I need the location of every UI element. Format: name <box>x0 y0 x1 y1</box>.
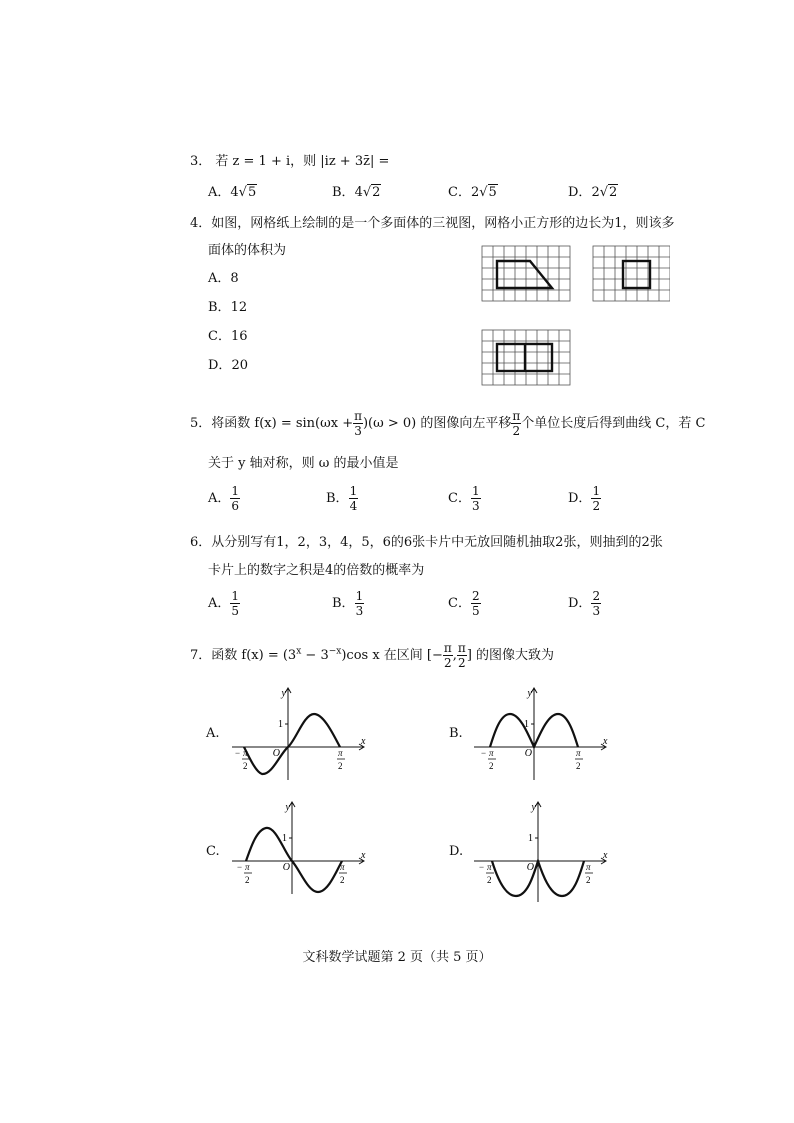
q7-stem: 7．函数 $f(x) = (3^x - 3^{-x})\cos$ x 在区间 [− $\frac{\pi}{2}$ , $\frac{\pi}{2}$ ] 的图像大致为 <box>190 641 555 670</box>
graph-d <box>470 798 610 908</box>
svg-text:2: 2 <box>586 875 591 885</box>
q6-option-d: D． $\frac{2}{3}$ <box>568 589 601 618</box>
q6-stem-line1: 6．从分别写有1，2，3，4，5，6的6张卡片中无放回随机抽取2张，则抽到的2张 <box>190 535 663 550</box>
svg-text:y: y <box>281 688 286 699</box>
svg-text:2: 2 <box>489 761 494 771</box>
q3-text: 若 z = 1 + i，则 |iz + 3z̄| = <box>215 154 390 169</box>
svg-text:O: O <box>272 748 280 759</box>
svg-text:π: π <box>489 748 494 758</box>
svg-text:π: π <box>340 862 345 872</box>
svg-text:2: 2 <box>340 875 345 885</box>
q3-option-d: D．2√2 <box>568 185 618 200</box>
q5-option-b: B． $\frac{1}{4}$ <box>326 484 358 513</box>
svg-text:π: π <box>576 748 581 758</box>
svg-text:2: 2 <box>243 761 248 771</box>
svg-text:−: − <box>235 748 241 758</box>
three-view-diagram <box>480 244 670 386</box>
svg-text:x: x <box>361 850 366 861</box>
svg-text:2: 2 <box>576 761 581 771</box>
graph-c <box>228 798 368 898</box>
q5-option-c: C． $\frac{1}{3}$ <box>448 484 480 513</box>
graph-c-label: C. <box>206 844 220 859</box>
q3-option-b: B．4√2 <box>332 185 381 200</box>
svg-text:2: 2 <box>245 875 250 885</box>
svg-text:1: 1 <box>528 833 533 844</box>
q4-option-d: D．20 <box>208 358 248 373</box>
graph-a-curve <box>244 714 340 774</box>
graph-d-label: D. <box>449 844 464 859</box>
svg-text:O: O <box>524 748 532 759</box>
graph-b <box>470 684 610 784</box>
q3-stem <box>190 150 389 169</box>
svg-text:π: π <box>243 748 248 758</box>
svg-text:1: 1 <box>524 719 529 730</box>
svg-text:y: y <box>531 802 536 813</box>
svg-text:x: x <box>361 736 366 747</box>
side-view-outline <box>623 261 650 288</box>
q4-stem-line1: 4．如图，网格纸上绘制的是一个多面体的三视图，网格小正方形的边长为1，则该多 <box>190 216 675 231</box>
svg-text:−: − <box>479 862 485 872</box>
q3-option-c: C．2√5 <box>448 185 497 200</box>
q4-option-c: C．16 <box>208 329 248 344</box>
graph-c-curve <box>246 828 342 892</box>
svg-text:x: x <box>603 850 608 861</box>
svg-text:π: π <box>338 748 343 758</box>
svg-text:2: 2 <box>338 761 343 771</box>
svg-text:π: π <box>586 862 591 872</box>
svg-text:2: 2 <box>487 875 492 885</box>
q3-number: 3． <box>190 154 212 169</box>
svg-text:π: π <box>487 862 492 872</box>
front-view <box>482 246 570 301</box>
q4-option-a: A．8 <box>208 271 239 286</box>
svg-text:O: O <box>526 862 534 873</box>
svg-text:1: 1 <box>282 833 287 844</box>
q6-option-c: C． $\frac{2}{5}$ <box>448 589 480 618</box>
svg-text:y: y <box>527 688 532 699</box>
q5-stem-line2: 关于 y 轴对称，则 ω 的最小值是 <box>208 456 399 471</box>
svg-text:π: π <box>245 862 250 872</box>
q5-option-a: A． $\frac{1}{6}$ <box>208 484 240 513</box>
q5-option-d: D． $\frac{1}{2}$ <box>568 484 601 513</box>
svg-text:−: − <box>481 748 487 758</box>
front-view-outline <box>497 261 552 288</box>
q5-stem-line1: 5．将函数 f(x) = sin(ωx + $\frac{\pi}{3}$ )(ω > 0) 的图像向左平移 $\frac{\pi}{2}$ 个单位长度后得到曲线 C，若 C <box>190 409 706 438</box>
q4-option-b: B．12 <box>208 300 248 315</box>
graph-b-label: B. <box>449 726 463 741</box>
svg-text:−: − <box>237 862 243 872</box>
svg-text:1: 1 <box>278 719 283 730</box>
svg-text:x: x <box>603 736 608 747</box>
q6-option-a: A． $\frac{1}{5}$ <box>208 589 240 618</box>
graph-a-label: A. <box>206 726 220 741</box>
q6-stem-line2: 卡片上的数字之积是4的倍数的概率为 <box>208 563 425 578</box>
page-footer: 文科数学试题第 2 页（共 5 页） <box>302 950 492 965</box>
svg-text:y: y <box>285 802 290 813</box>
q4-stem-line2: 面体的体积为 <box>208 243 287 258</box>
svg-text:O: O <box>282 862 290 873</box>
q6-option-b: B． $\frac{1}{3}$ <box>332 589 364 618</box>
q3-option-a: A．4√5 <box>208 185 257 200</box>
side-view <box>593 246 670 301</box>
graph-a <box>228 684 368 784</box>
